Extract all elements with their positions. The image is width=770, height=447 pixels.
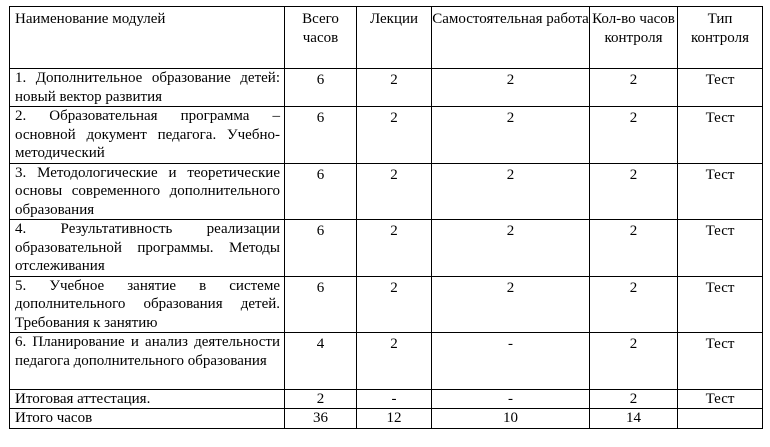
header-self-study: Самостоятельная работа bbox=[432, 7, 590, 69]
lecture-hours: 12 bbox=[357, 409, 432, 429]
lecture-hours: 2 bbox=[357, 163, 432, 220]
total-hours: 6 bbox=[285, 220, 357, 277]
lecture-hours: 2 bbox=[357, 107, 432, 164]
header-total-hours: Всего часов bbox=[285, 7, 357, 69]
total-hours: 6 bbox=[285, 276, 357, 333]
module-name: Итого часов bbox=[10, 409, 285, 429]
control-type: Тест bbox=[678, 333, 763, 390]
self-study-hours: - bbox=[432, 333, 590, 390]
total-hours: 2 bbox=[285, 389, 357, 409]
module-name: Итоговая аттестация. bbox=[10, 389, 285, 409]
control-hours: 2 bbox=[590, 276, 678, 333]
table-row bbox=[10, 107, 763, 164]
module-name: 1. Дополнительное образование детей: новый вектор развития bbox=[10, 69, 285, 107]
control-hours: 2 bbox=[590, 220, 678, 277]
control-type: Тест bbox=[678, 69, 763, 107]
table-row bbox=[10, 163, 763, 220]
lecture-hours: 2 bbox=[357, 220, 432, 277]
self-study-hours: 2 bbox=[432, 220, 590, 277]
lecture-hours: 2 bbox=[357, 333, 432, 390]
lecture-hours: 2 bbox=[357, 69, 432, 107]
module-name: 3. Методологические и теоретические основы современного дополнительного образования bbox=[10, 163, 285, 220]
control-type: Тест bbox=[678, 389, 763, 409]
self-study-hours: 10 bbox=[432, 409, 590, 429]
header-control-type: Тип контроля bbox=[678, 7, 763, 69]
modules-table bbox=[9, 6, 763, 429]
control-hours: 2 bbox=[590, 389, 678, 409]
self-study-hours: 2 bbox=[432, 69, 590, 107]
module-name: 6. Планирование и анализ деятельности педагога дополнительного образования bbox=[10, 333, 285, 390]
control-hours: 2 bbox=[590, 333, 678, 390]
table-row bbox=[10, 276, 763, 333]
self-study-hours: - bbox=[432, 389, 590, 409]
control-hours: 2 bbox=[590, 163, 678, 220]
module-name: 5. Учебное занятие в системе дополнительного образования детей. Требования к занятию bbox=[10, 276, 285, 333]
control-type: Тест bbox=[678, 107, 763, 164]
control-type bbox=[678, 409, 763, 429]
total-hours: 6 bbox=[285, 107, 357, 164]
header-lectures: Лекции bbox=[357, 7, 432, 69]
control-hours: 2 bbox=[590, 69, 678, 107]
control-type: Тест bbox=[678, 276, 763, 333]
total-hours: 6 bbox=[285, 163, 357, 220]
header-control-hours: Кол-во часов контроля bbox=[590, 7, 678, 69]
self-study-hours: 2 bbox=[432, 163, 590, 220]
control-hours: 14 bbox=[590, 409, 678, 429]
total-hours: 36 bbox=[285, 409, 357, 429]
self-study-hours: 2 bbox=[432, 276, 590, 333]
final-attestation-row bbox=[10, 389, 763, 409]
total-hours: 6 bbox=[285, 69, 357, 107]
control-type: Тест bbox=[678, 163, 763, 220]
total-row bbox=[10, 409, 763, 429]
header-module-name: Наименование модулей bbox=[10, 7, 285, 69]
module-name: 2. Образовательная программа – основной документ педагога. Учебно-методический bbox=[10, 107, 285, 164]
self-study-hours: 2 bbox=[432, 107, 590, 164]
lecture-hours: - bbox=[357, 389, 432, 409]
table-row bbox=[10, 333, 763, 390]
control-type: Тест bbox=[678, 220, 763, 277]
control-hours: 2 bbox=[590, 107, 678, 164]
header-row bbox=[10, 7, 763, 69]
table-row bbox=[10, 69, 763, 107]
module-name: 4. Результативность реализации образовательной программы. Методы отслеживания bbox=[10, 220, 285, 277]
total-hours: 4 bbox=[285, 333, 357, 390]
table-row bbox=[10, 220, 763, 277]
lecture-hours: 2 bbox=[357, 276, 432, 333]
